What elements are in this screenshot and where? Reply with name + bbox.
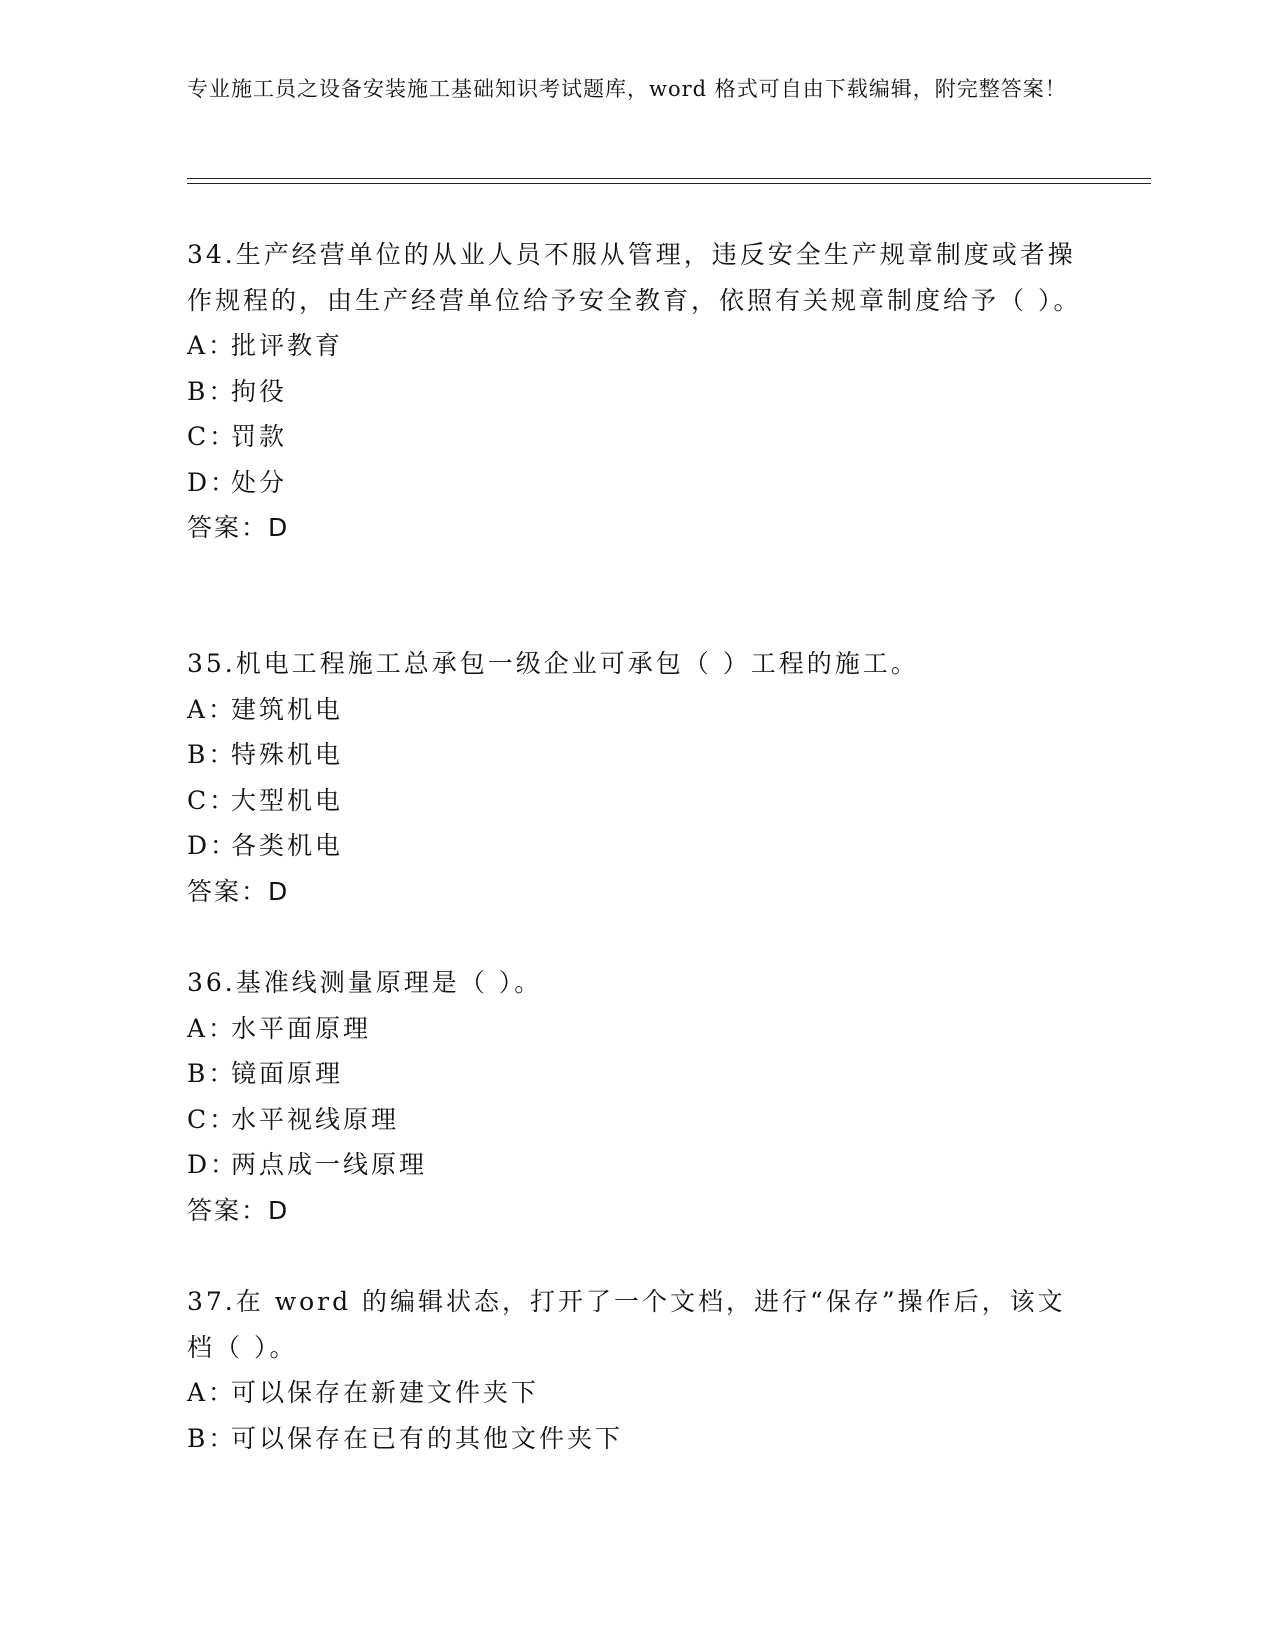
question-36 [187, 960, 1087, 1233]
option-text: 建筑机电 [231, 694, 344, 724]
question-35 [187, 641, 1087, 914]
option-b [187, 732, 1087, 778]
option-text: 罚款 [231, 422, 288, 451]
option-text: 各类机电 [231, 831, 344, 860]
option-letter: A： [187, 331, 237, 360]
option-text: 特殊机电 [231, 740, 344, 769]
option-letter: C： [187, 1104, 238, 1134]
option-d [187, 823, 1087, 869]
option-text: 大型机电 [231, 785, 344, 815]
option-letter: B： [187, 740, 237, 769]
question-stem: 37.在 word 的编辑状态，打开了一个文档，进行“保存”操作后，该文档（ ）。 [187, 1287, 1066, 1362]
option-d [187, 1142, 1087, 1188]
option-letter: A： [187, 1378, 237, 1407]
option-c [187, 1097, 1087, 1143]
option-letter: C： [187, 785, 238, 815]
option-text: 批评教育 [231, 331, 344, 360]
option-text: 可以保存在已有的其他文件夹下 [231, 1423, 624, 1453]
answer: 答案：D [187, 876, 290, 906]
option-b [187, 369, 1087, 415]
question-stem: 34.生产经营单位的从业人员不服从管理，违反安全生产规章制度或者操作规程的，由生产经营单位给予安全教育，依照有关规章制度给予（ ）。 [187, 240, 1082, 315]
option-letter: D： [187, 831, 239, 860]
option-c [187, 414, 1087, 460]
option-text: 处分 [231, 467, 288, 497]
option-d [187, 460, 1087, 506]
option-a [187, 1006, 1087, 1052]
option-text: 两点成一线原理 [231, 1150, 428, 1179]
option-text: 水平视线原理 [231, 1104, 400, 1134]
option-letter: B： [187, 1059, 237, 1088]
option-letter: B： [187, 376, 237, 406]
option-a [187, 687, 1087, 733]
question-stem: 35.机电工程施工总承包一级企业可承包（ ）工程的施工。 [187, 649, 919, 678]
question-37 [187, 1279, 1087, 1461]
option-b [187, 1416, 1087, 1462]
option-text: 镜面原理 [231, 1059, 344, 1088]
option-c [187, 778, 1087, 824]
option-letter: C： [187, 422, 238, 451]
option-letter: A： [187, 694, 237, 724]
question-34 [187, 232, 1087, 551]
option-a [187, 1370, 1087, 1416]
answer: 答案：D [187, 1195, 290, 1225]
question-stem: 36.基准线测量原理是（ ）。 [187, 968, 543, 997]
option-letter: D： [187, 467, 239, 497]
option-text: 拘役 [231, 376, 288, 406]
option-b [187, 1051, 1087, 1097]
option-text: 可以保存在新建文件夹下 [231, 1378, 540, 1407]
option-a [187, 323, 1087, 369]
option-letter: D： [187, 1150, 239, 1179]
document-header: 专业施工员之设备安装施工基础知识考试题库，word 格式可自由下载编辑，附完整答案！ [187, 77, 1067, 101]
option-letter: A： [187, 1013, 237, 1043]
header-divider-top [187, 178, 1151, 179]
option-text: 水平面原理 [231, 1013, 372, 1043]
option-letter: B： [187, 1423, 237, 1453]
answer: 答案：D [187, 513, 290, 542]
header-divider-bottom [187, 183, 1151, 184]
